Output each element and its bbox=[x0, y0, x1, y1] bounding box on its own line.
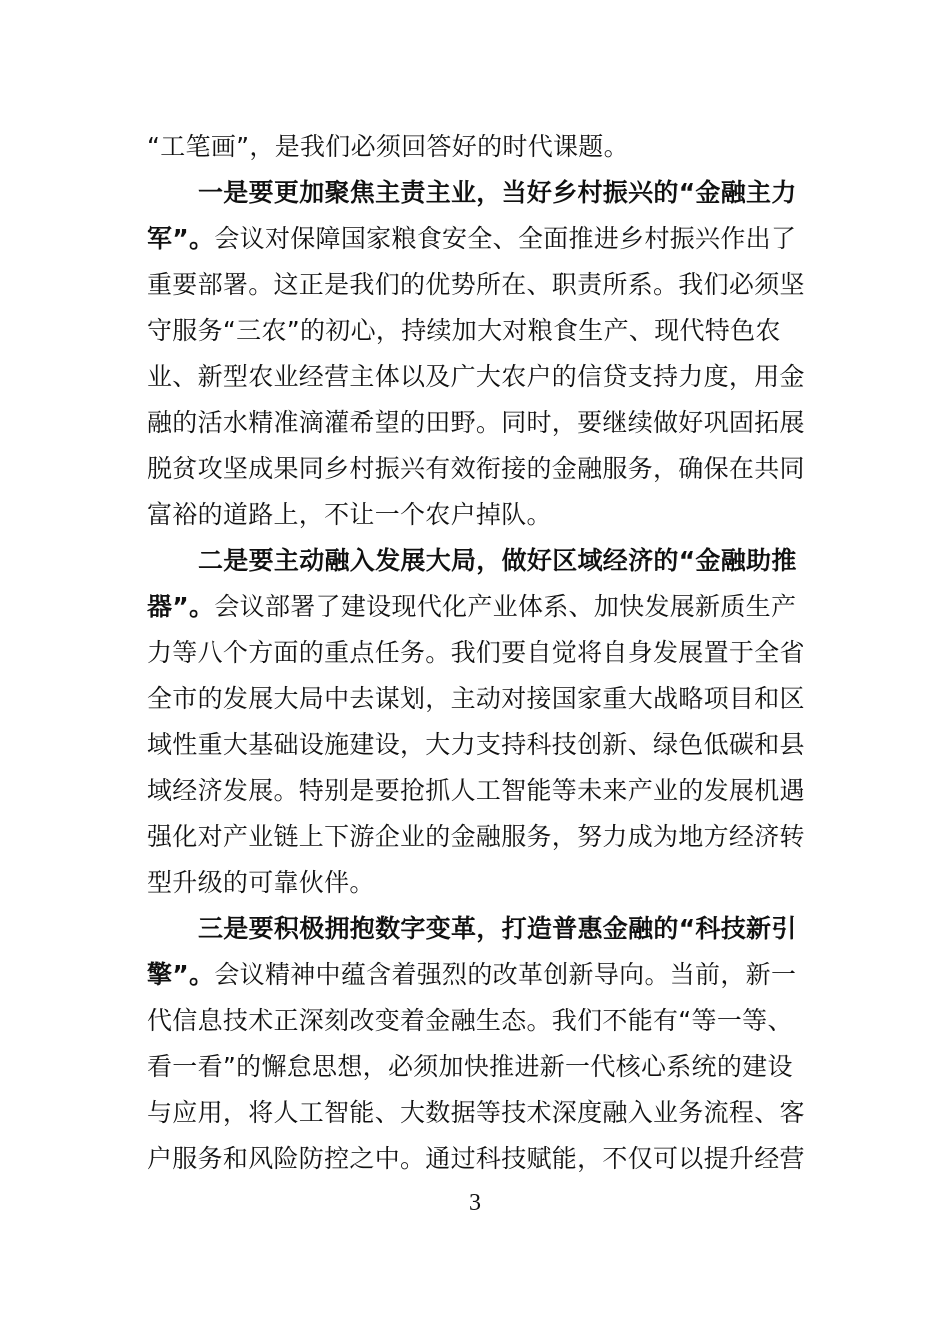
body-text: 域经济发展。特别是要抢抓人工智能等未来产业的发展机遇 bbox=[147, 776, 805, 805]
paragraph-line bbox=[147, 722, 807, 768]
body-text: 重要部署。这正是我们的优势所在、职责所系。我们必须坚 bbox=[147, 270, 805, 299]
paragraph-line bbox=[147, 630, 807, 676]
paragraph-line bbox=[147, 860, 807, 906]
body-text: 看一看”的懈怠思想，必须加快推进新一代核心系统的建设 bbox=[147, 1052, 793, 1081]
bold-heading-text: 二是要主动融入发展大局，做好区域经济的“金融助推 bbox=[198, 546, 797, 575]
body-text: 与应用，将人工智能、大数据等技术深度融入业务流程、客 bbox=[147, 1098, 805, 1127]
paragraph-heading-line bbox=[198, 170, 807, 216]
paragraph-line bbox=[147, 262, 807, 308]
body-text: 业、新型农业经营主体以及广大农户的信贷支持力度，用金 bbox=[147, 362, 805, 391]
body-text: “工笔画”，是我们必须回答好的时代课题。 bbox=[147, 132, 629, 161]
body-text: 域性重大基础设施建设，大力支持科技创新、绿色低碳和县 bbox=[147, 730, 805, 759]
bold-heading-text: 军”。 bbox=[147, 224, 215, 253]
body-text: 会议精神中蕴含着强烈的改革创新导向。当前，新一 bbox=[214, 960, 797, 989]
paragraph-line bbox=[147, 584, 807, 630]
paragraph-heading-line bbox=[198, 538, 807, 584]
paragraph-line bbox=[147, 814, 807, 860]
body-text: 型升级的可靠伙伴。 bbox=[147, 868, 375, 897]
paragraph-line bbox=[147, 400, 807, 446]
paragraph-line bbox=[147, 998, 807, 1044]
bold-heading-text: 三是要积极拥抱数字变革，打造普惠金融的“科技新引 bbox=[198, 914, 797, 943]
body-text: 融的活水精准滴灌希望的田野。同时，要继续做好巩固拓展 bbox=[147, 408, 805, 437]
paragraph-line bbox=[147, 446, 807, 492]
body-text: 力等八个方面的重点任务。我们要自觉将自身发展置于全省 bbox=[147, 638, 805, 667]
body-text: 代信息技术正深刻改变着金融生态。我们不能有“等一等、 bbox=[147, 1006, 793, 1035]
bold-heading-text: 器”。 bbox=[147, 592, 215, 621]
paragraph-line bbox=[147, 354, 807, 400]
body-text: 守服务“三农”的初心，持续加大对粮食生产、现代特色农 bbox=[147, 316, 781, 345]
paragraph-line bbox=[147, 492, 807, 538]
paragraph-line bbox=[147, 676, 807, 722]
paragraph-line bbox=[147, 1136, 807, 1182]
body-text: 会议对保障国家粮食安全、全面推进乡村振兴作出了 bbox=[214, 224, 797, 253]
paragraph-line bbox=[147, 768, 807, 814]
body-text: 户服务和风险防控之中。通过科技赋能，不仅可以提升经营 bbox=[147, 1144, 805, 1173]
bold-heading-text: 一是要更加聚焦主责主业，当好乡村振兴的“金融主力 bbox=[198, 178, 797, 207]
paragraph-line bbox=[147, 216, 807, 262]
paragraph-line bbox=[147, 1044, 807, 1090]
paragraph-heading-line bbox=[198, 906, 807, 952]
body-text: 强化对产业链上下游企业的金融服务，努力成为地方经济转 bbox=[147, 822, 805, 851]
paragraph-line bbox=[147, 952, 807, 998]
bold-heading-text: 擎”。 bbox=[147, 960, 215, 989]
paragraph-line bbox=[147, 1090, 807, 1136]
body-text: 会议部署了建设现代化产业体系、加快发展新质生产 bbox=[214, 592, 797, 621]
page-number: 3 bbox=[469, 1190, 481, 1216]
paragraph-line bbox=[147, 124, 807, 170]
body-text: 脱贫攻坚成果同乡村振兴有效衔接的金融服务，确保在共同 bbox=[147, 454, 805, 483]
body-text: 富裕的道路上，不让一个农户掉队。 bbox=[147, 500, 552, 529]
paragraph-line bbox=[147, 308, 807, 354]
body-text: 全市的发展大局中去谋划，主动对接国家重大战略项目和区 bbox=[147, 684, 805, 713]
